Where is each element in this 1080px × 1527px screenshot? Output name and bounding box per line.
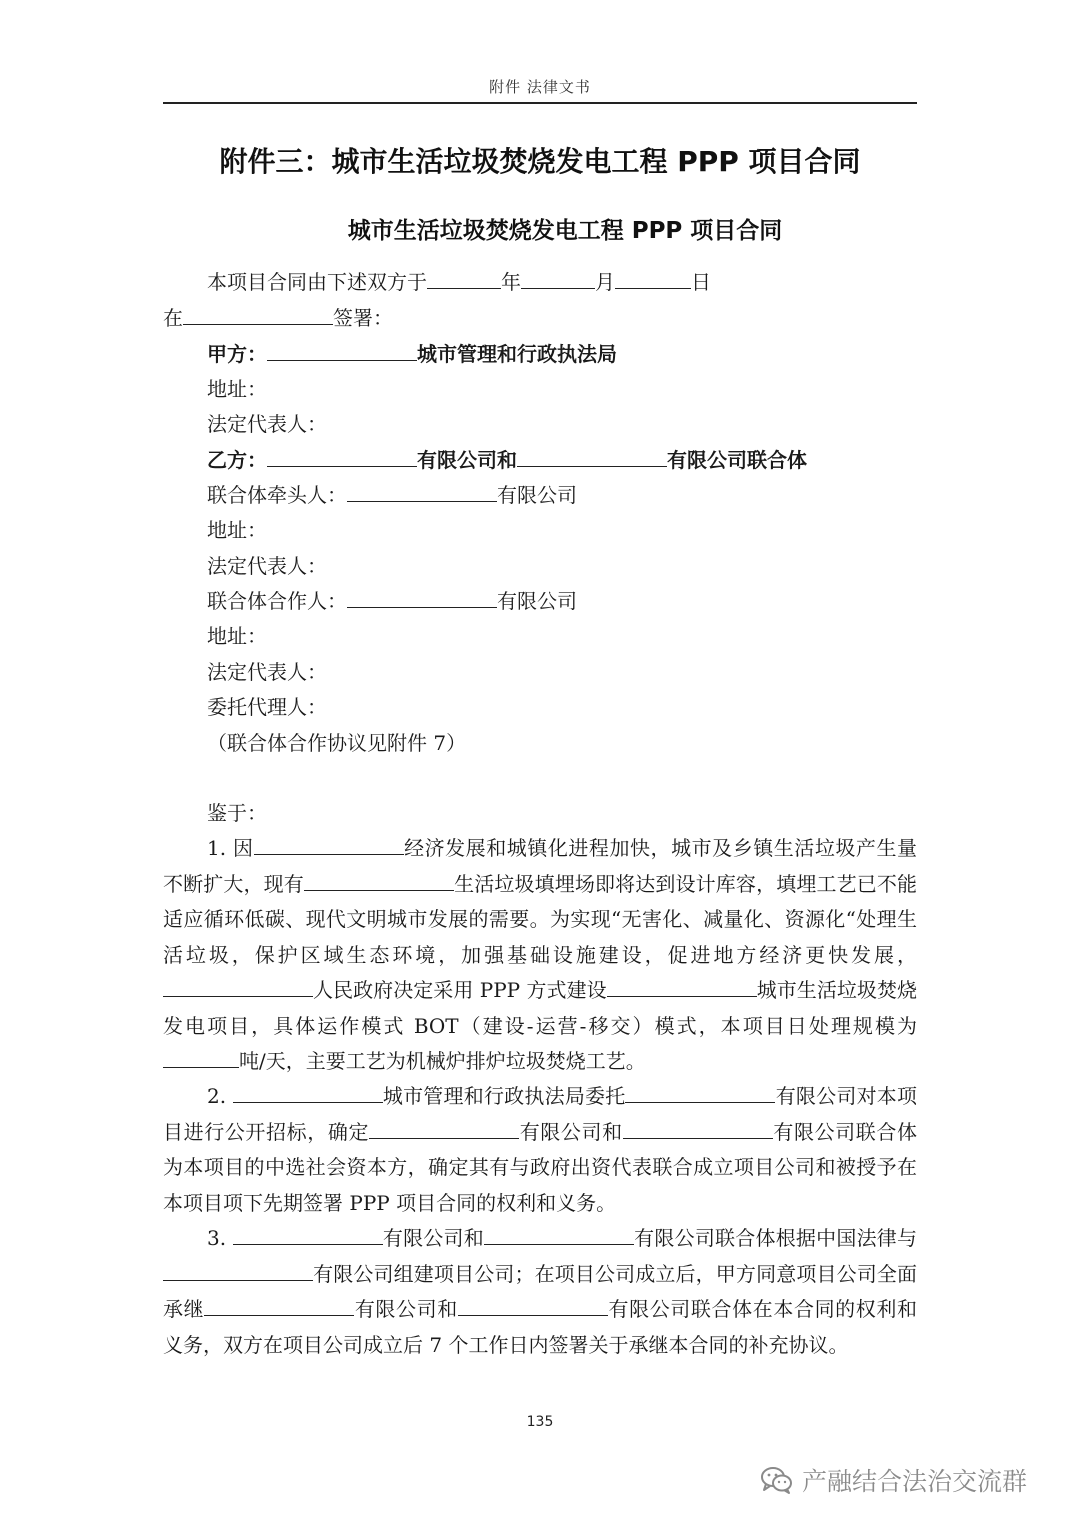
party-b-line — [207, 446, 807, 474]
blank-partner — [347, 587, 497, 608]
clause-2-text-c: 有限公司对本项目进行公开招标，确定 — [163, 1084, 918, 1144]
party-a-legal-rep: 法定代表人： — [207, 412, 327, 436]
clause-2-text-d: 有限公司和 — [519, 1119, 623, 1144]
clause-3-text-f: 有限公司联合体在本合同的权利和义务，双方在项目公司成立后 7 个工作日内签署关于承继本合同的补充协议。 — [163, 1297, 918, 1357]
whereas-label: 鉴于： — [207, 801, 267, 825]
partner-address: 地址： — [207, 624, 267, 648]
party-b-company-b: 有限公司联合体 — [667, 448, 807, 472]
partner-line — [207, 587, 577, 615]
agent-label: 委托代理人： — [207, 695, 327, 719]
intro-text: 本项目合同由下述双方于 — [207, 270, 427, 294]
blank-year — [427, 268, 501, 289]
clause-3-text-d: 有限公司组建项目公司；在项目公司成立后，甲方同意项目公司全面承继 — [163, 1261, 917, 1321]
place-prefix: 在 — [163, 306, 183, 330]
clause-1-number: 1. 因 — [207, 836, 254, 860]
blank-month — [521, 268, 595, 289]
page-number: 135 — [526, 1414, 554, 1430]
clause-2-number: 2. — [207, 1084, 233, 1108]
clause-2 — [163, 1079, 917, 1221]
leader-label: 联合体牵头人： — [207, 483, 347, 507]
party-a-line — [207, 340, 617, 368]
clause-3-number: 3. — [207, 1226, 233, 1250]
month-label: 月 — [595, 270, 615, 294]
intro-line-1 — [207, 268, 711, 296]
clause-1-text-e: 城市生活垃圾焚烧发电项目，具体运作模式 BOT（建设-运营-移交）模式，本项目日处理规模为 — [163, 978, 918, 1038]
clause-3-text-c: 有限公司联合体根据中国法律与 — [633, 1226, 917, 1250]
header-rule — [163, 102, 917, 104]
clause-1-text-d: 人民政府决定采用 PPP 方式建设 — [313, 978, 607, 1002]
blank-place — [183, 304, 333, 325]
party-a-name: 城市管理和行政执法局 — [417, 342, 617, 366]
watermark-text: 产融结合法治交流群 — [802, 1467, 1028, 1496]
leader-line — [207, 481, 577, 509]
main-title: 附件三：城市生活垃圾焚烧发电工程 PPP 项目合同 — [219, 145, 861, 178]
sub-title: 城市生活垃圾焚烧发电工程 PPP 项目合同 — [347, 218, 783, 244]
wechat-icon — [760, 1465, 794, 1495]
blank-day — [615, 268, 691, 289]
leader-address: 地址： — [207, 518, 267, 542]
header-text: 附件 法律文书 — [489, 78, 591, 96]
partner-legal-rep: 法定代表人： — [207, 660, 327, 684]
signing-label: 签署： — [333, 306, 393, 330]
blank-party-a — [267, 340, 417, 361]
clause-3-text-e: 有限公司和 — [354, 1297, 458, 1321]
blank-clause-1-city — [607, 976, 757, 997]
blank-clause-2-company-a — [369, 1118, 519, 1139]
partner-suffix: 有限公司 — [497, 589, 577, 613]
watermark — [760, 1462, 1027, 1498]
year-label: 年 — [501, 270, 521, 294]
clause-1-text-b: 经济发展和城镇化进程加快，城市及乡镇生活垃圾产生量不断扩大，现有 — [163, 836, 918, 896]
party-a-address: 地址： — [207, 377, 267, 401]
clause-2-text-e: 有限公司联合体为本项目的中选社会资本方，确定其有与政府出资代表联合成立项目公司和被授予在本项目项下先期签署 PPP 项目合同的权利和义务。 — [163, 1119, 918, 1215]
day-label: 日 — [691, 270, 711, 294]
blank-clause-2-company-b — [623, 1118, 773, 1139]
blank-clause-3-gov-rep — [163, 1260, 313, 1281]
partner-label: 联合体合作人： — [207, 589, 347, 613]
clause-1-text-f: 吨/天，主要工艺为机械炉排炉垃圾焚烧工艺。 — [239, 1049, 646, 1073]
blank-party-b-1 — [267, 446, 417, 467]
blank-clause-3-company-a — [233, 1224, 383, 1245]
party-b-company-a: 有限公司和 — [417, 448, 517, 472]
leader-legal-rep: 法定代表人： — [207, 554, 327, 578]
blank-party-b-2 — [517, 446, 667, 467]
leader-suffix: 有限公司 — [497, 483, 577, 507]
blank-clause-3-company-c — [204, 1295, 354, 1316]
blank-leader — [347, 481, 497, 502]
blank-clause-1-gov — [163, 976, 313, 997]
blank-clause-1-capacity — [163, 1047, 239, 1068]
clause-1 — [163, 831, 917, 1080]
blank-clause-1-region — [254, 834, 404, 855]
clause-1-text-c: 生活垃圾填埋场即将达到设计库容，填埋工艺已不能适应循环低碳、现代文明城市发展的需要。为实现“无害化、减量化、资源化“处理生活垃圾，保护区域生态环境，加强基础设施建设，促进地方经济更快发展， — [163, 871, 918, 967]
party-a-label: 甲方： — [207, 342, 267, 366]
blank-clause-2-city — [233, 1082, 383, 1103]
clause-2-text-b: 城市管理和行政执法局委托 — [382, 1084, 626, 1108]
clause-3 — [163, 1221, 917, 1363]
joint-agreement-note: （联合体合作协议见附件 7） — [207, 731, 467, 755]
party-b-label: 乙方： — [207, 448, 267, 472]
blank-clause-2-agent — [625, 1082, 775, 1103]
blank-clause-3-company-d — [458, 1295, 608, 1316]
blank-clause-1-site — [304, 870, 454, 891]
intro-line-2 — [163, 304, 393, 332]
clause-3-text-b: 有限公司和 — [382, 1226, 484, 1250]
blank-clause-3-company-b — [484, 1224, 634, 1245]
